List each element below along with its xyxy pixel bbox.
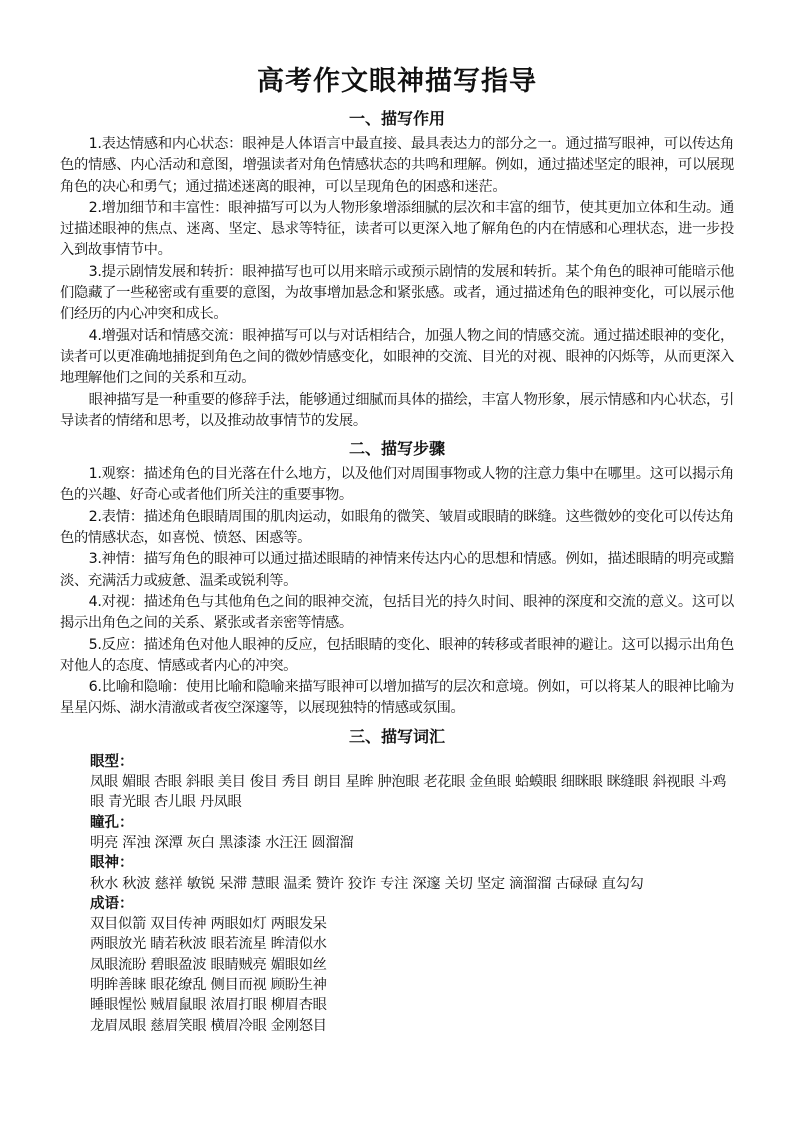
vocab-label-idioms: 成语： — [90, 895, 134, 912]
document-title: 高考作文眼神描写指导 — [257, 66, 537, 97]
paragraph: 4.增强对话和情感交流：眼神描写可以与对话相结合，加强人物之间的情感交流。通过描述眼神的变化，读者可以更准确地捕捉到角色之间的微妙情感变化，如眼神的交流、目光的对视、眼神的闪烁等，从而更深入地理解他们之间的关系和互动。 — [60, 327, 734, 387]
idiom-line: 明眸善睐 眼花缭乱 侧目而视 顾盼生神 — [90, 976, 327, 993]
idiom-line: 两眼放光 睛若秋波 眼若流星 眸清似水 — [90, 936, 327, 953]
vocab-label-pupil: 瞳孔： — [90, 814, 134, 831]
vocab-label-eye-shape: 眼型： — [90, 753, 134, 770]
vocab-label-gaze: 眼神： — [90, 855, 134, 872]
idiom-line: 睡眼惺忪 贼眉鼠眼 浓眉打眼 柳眉杏眼 — [90, 997, 327, 1014]
idiom-line: 龙眉凤眼 慈眉笑眼 横眉冷眼 金刚怒目 — [90, 1017, 327, 1034]
paragraph: 3.提示剧情发展和转折：眼神描写也可以用来暗示或预示剧情的发展和转折。某个角色的眼神可能暗示他们隐藏了一些秘密或有重要的意图，为故事增加悬念和紧张感。或者，通过描述角色的眼神变化，可以展示他们经历的内心冲突和成长。 — [60, 263, 734, 323]
paragraph: 4.对视：描述角色与其他角色之间的眼神交流，包括目光的持久时间、眼神的深度和交流的意义。这可以揭示出角色之间的关系、紧张或者亲密等情感。 — [60, 593, 734, 632]
section-heading-vocabulary: 三、描写词汇 — [348, 726, 445, 746]
vocabulary-list — [60, 752, 734, 1036]
paragraph: 6.比喻和隐喻：使用比喻和隐喻来描写眼神可以增加描写的层次和意境。例如，可以将某人的眼神比喻为星星闪烁、湖水清澈或者夜空深邃等，以展现独特的情感或氛围。 — [60, 679, 734, 717]
section-heading-function: 一、描写作用 — [348, 109, 445, 128]
section-heading-steps: 二、描写步骤 — [348, 439, 445, 459]
paragraph: 5.反应：描述角色对他人眼神的反应，包括眼睛的变化、眼神的转移或者眼神的避让。这可以揭示出角色对他人的态度、情感或者内心的冲突。 — [60, 636, 734, 674]
idiom-line: 双目似箭 双目传神 两眼如灯 两眼发呆 — [90, 916, 327, 933]
vocab-words-gaze: 秋水 秋波 慈祥 敏锐 呆滞 慧眼 温柔 赞许 狡诈 专注 深邃 关切 坚定 滴溜溜 古碌碌 直勾勾 — [90, 875, 644, 892]
paragraph: 2.增加细节和丰富性：眼神描写可以为人物形象增添细腻的层次和丰富的细节，使其更加立体和生动。通过描述眼神的焦点、迷离、坚定、恳求等特征，读者可以更深入地了解角色的内在情感和心理状态，进一步投入到故事情节中。 — [60, 199, 734, 259]
paragraph: 1.观察：描述角色的目光落在什么地方，以及他们对周围事物或人物的注意力集中在哪里。这可以揭示角色的兴趣、好奇心或者他们所关注的重要事物。 — [60, 466, 734, 504]
paragraph: 2.表情：描述角色眼睛周围的肌肉运动，如眼角的微笑、皱眉或眼睛的眯缝。这些微妙的变化可以传达角色的情感状态，如喜悦、愤怒、困惑等。 — [60, 508, 734, 547]
paragraph: 眼神描写是一种重要的修辞手法，能够通过细腻而具体的描绘，丰富人物形象，展示情感和内心状态，引导读者的情绪和思考，以及推动故事情节的发展。 — [60, 391, 734, 429]
vocab-words-eye-shape: 凤眼 媚眼 杏眼 斜眼 美目 俊目 秀目 朗目 星眸 肿泡眼 老花眼 金鱼眼 蛤蟆眼 细眯眼 眯缝眼 斜视眼 斗鸡眼 青光眼 杏儿眼 丹凤眼 — [90, 774, 727, 811]
paragraph: 3.神情：描写角色的眼神可以通过描述眼睛的神情来传达内心的思想和情感。例如，描述眼睛的明亮或黯淡、充满活力或疲惫、温柔或锐利等。 — [60, 551, 734, 589]
vocab-words-pupil: 明亮 浑浊 深潭 灰白 黑漆漆 水汪汪 圆溜溜 — [90, 834, 354, 851]
paragraph: 1.表达情感和内心状态：眼神是人体语言中最直接、最具表达力的部分之一。通过描写眼神，可以传达角色的情感、内心活动和意图，增强读者对角色情感状态的共鸣和理解。例如，通过描述坚定的眼神，可以展现角色的决心和勇气；通过描述迷离的眼神，可以呈现角色的困惑和迷茫。 — [60, 136, 734, 195]
document-page — [60, 60, 734, 1036]
idiom-line: 凤眼流盼 碧眼盈波 眼睛贼亮 媚眼如丝 — [90, 956, 327, 973]
